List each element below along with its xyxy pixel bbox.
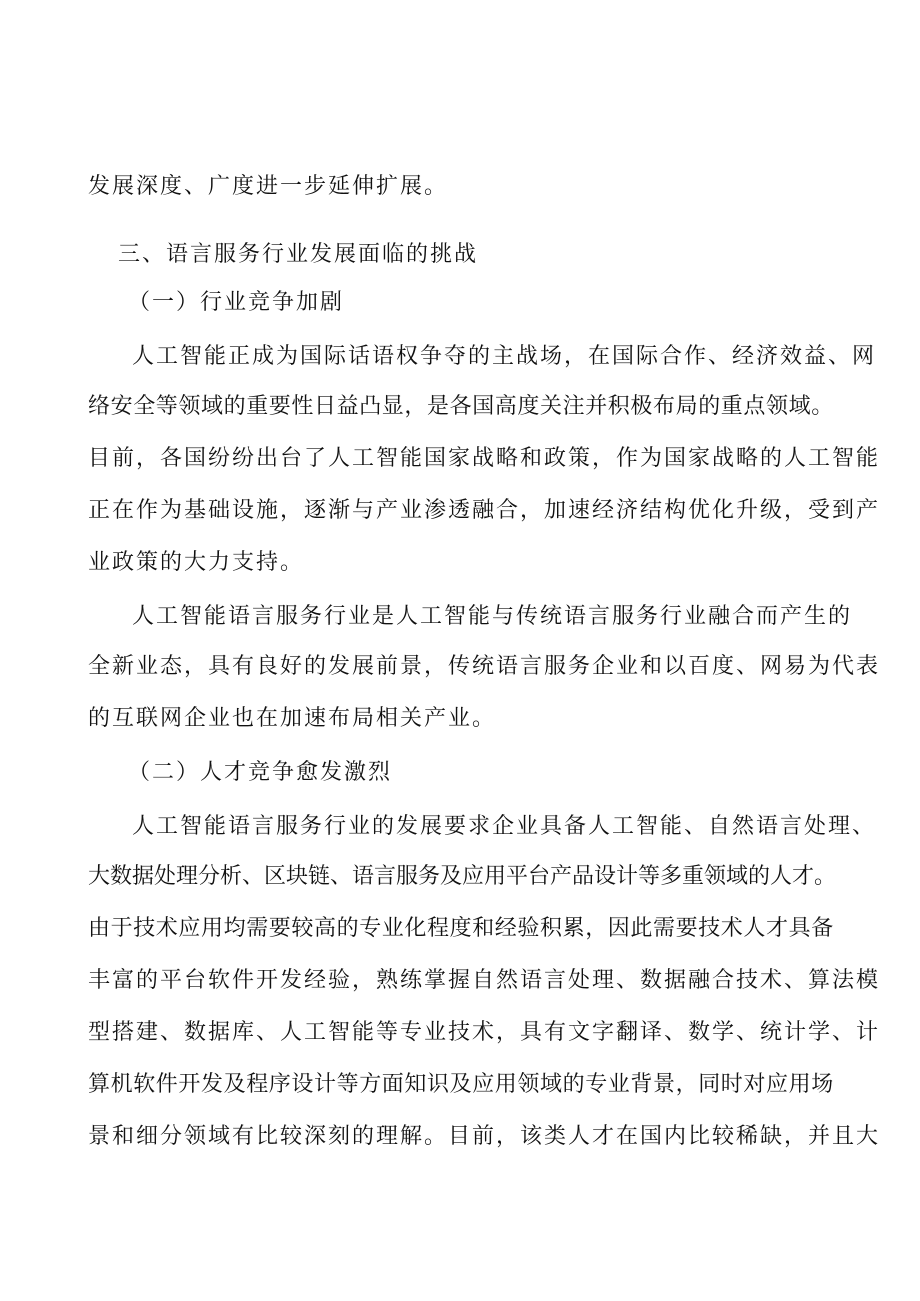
paragraph-1-line-5: 业政策的大力支持。 [88, 550, 305, 575]
paragraph-3-line-5: 型搭建、数据库、人工智能等专业技术，具有文字翻译、数学、统计学、计 [88, 1020, 881, 1045]
paragraph-2-line-3: 的互联网企业也在加速布局相关产业。 [88, 706, 497, 731]
paragraph-1-line-2: 络安全等领域的重要性日益凸显，是各国高度关注并积极布局的重点领域。 [88, 394, 834, 419]
paragraph-1-line-3: 目前，各国纷纷出台了人工智能国家战略和政策，作为国家战略的人工智能 [88, 446, 881, 471]
paragraph-continuation-line: 发展深度、广度进一步延伸扩展。 [88, 174, 449, 199]
paragraph-1-line-1: 人工智能正成为国际话语权争夺的主战场，在国际合作、经济效益、网 [132, 344, 877, 369]
paragraph-3-line-4: 丰富的平台软件开发经验，熟练掌握自然语言处理、数据融合技术、算法模 [88, 968, 881, 993]
paragraph-3-line-7: 景和细分领域有比较深刻的理解。目前，该类人才在国内比较稀缺，并且大 [88, 1124, 881, 1149]
paragraph-3-line-3: 由于技术应用均需要较高的专业化程度和经验积累，因此需要技术人才具备 [88, 916, 834, 941]
subsection-heading-2: （二）人才竞争愈发激烈 [128, 760, 393, 785]
section-heading: 三、语言服务行业发展面临的挑战 [118, 242, 479, 267]
paragraph-3-line-2: 大数据处理分析、区块链、语言服务及应用平台产品设计等多重领域的人才。 [88, 864, 837, 889]
subsection-heading-1: （一）行业竞争加剧 [128, 290, 345, 315]
paragraph-2-line-2: 全新业态，具有良好的发展前景，传统语言服务企业和以百度、网易为代表 [88, 654, 881, 679]
paragraph-2-line-1: 人工智能语言服务行业是人工智能与传统语言服务行业融合而产生的 [132, 604, 853, 629]
paragraph-3-line-6: 算机软件开发及程序设计等方面知识及应用领域的专业背景，同时对应用场 [88, 1072, 834, 1097]
paragraph-1-line-4: 正在作为基础设施，逐渐与产业渗透融合，加速经济结构优化升级，受到产 [88, 498, 881, 523]
paragraph-3-line-1: 人工智能语言服务行业的发展要求企业具备人工智能、自然语言处理、 [132, 814, 877, 839]
